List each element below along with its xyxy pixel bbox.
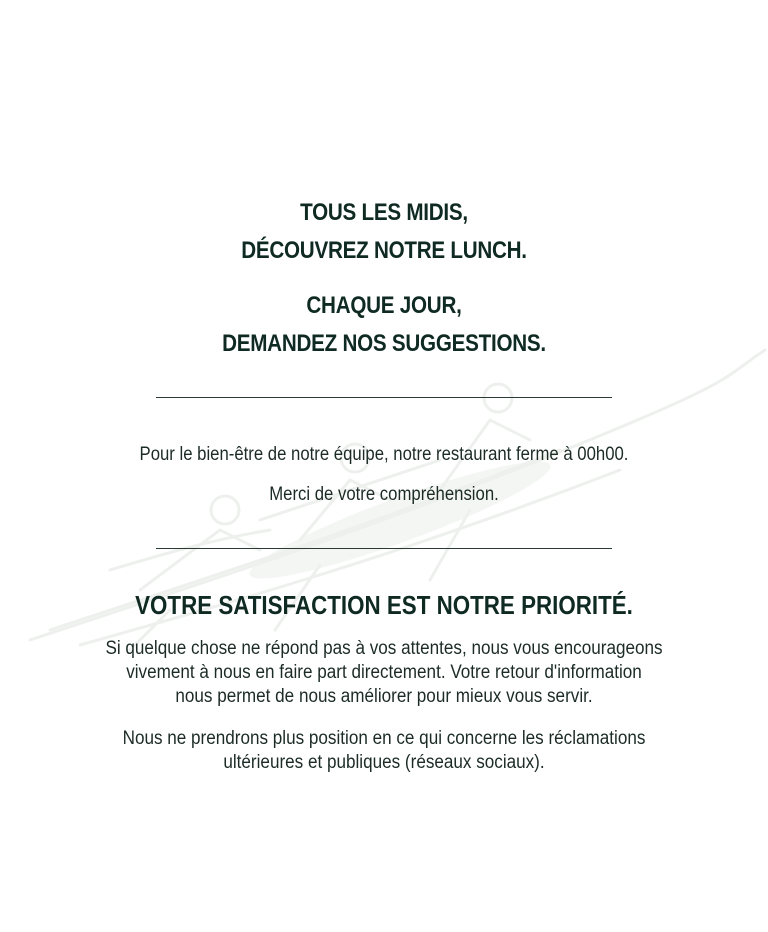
- suggestions-heading-line2: DEMANDEZ NOS SUGGESTIONS.: [222, 330, 546, 357]
- suggestions-heading: [0, 287, 768, 363]
- paragraph-line: nous permet de nous améliorer pour mieux vous servir.: [175, 686, 593, 707]
- paragraph-line: vivement à nous en faire part directement. Votre retour d'information: [126, 662, 642, 683]
- lunch-heading-line1: TOUS LES MIDIS,: [300, 199, 468, 226]
- divider-bottom: [156, 548, 612, 549]
- lunch-heading: [0, 194, 768, 270]
- divider-top: [156, 397, 612, 398]
- closing-hours-notice: Pour le bien-être de notre équipe, notre restaurant ferme à 00h00.: [139, 444, 629, 465]
- thanks-notice: Merci de votre compréhension.: [269, 484, 499, 505]
- paragraph-line: ultérieures et publiques (réseaux sociaux).: [223, 752, 545, 773]
- satisfaction-paragraph-2: [74, 727, 693, 775]
- satisfaction-title: VOTRE SATISFACTION EST NOTRE PRIORITÉ.: [135, 590, 633, 620]
- paragraph-line: Si quelque chose ne répond pas à vos attentes, nous vous encourageons: [105, 638, 663, 659]
- paragraph-line: Nous ne prendrons plus position en ce qui concerne les réclamations: [122, 728, 646, 749]
- suggestions-heading-line1: CHAQUE JOUR,: [306, 292, 462, 319]
- satisfaction-paragraph-1: [74, 637, 693, 709]
- lunch-heading-line2: DÉCOUVREZ NOTRE LUNCH.: [241, 237, 527, 264]
